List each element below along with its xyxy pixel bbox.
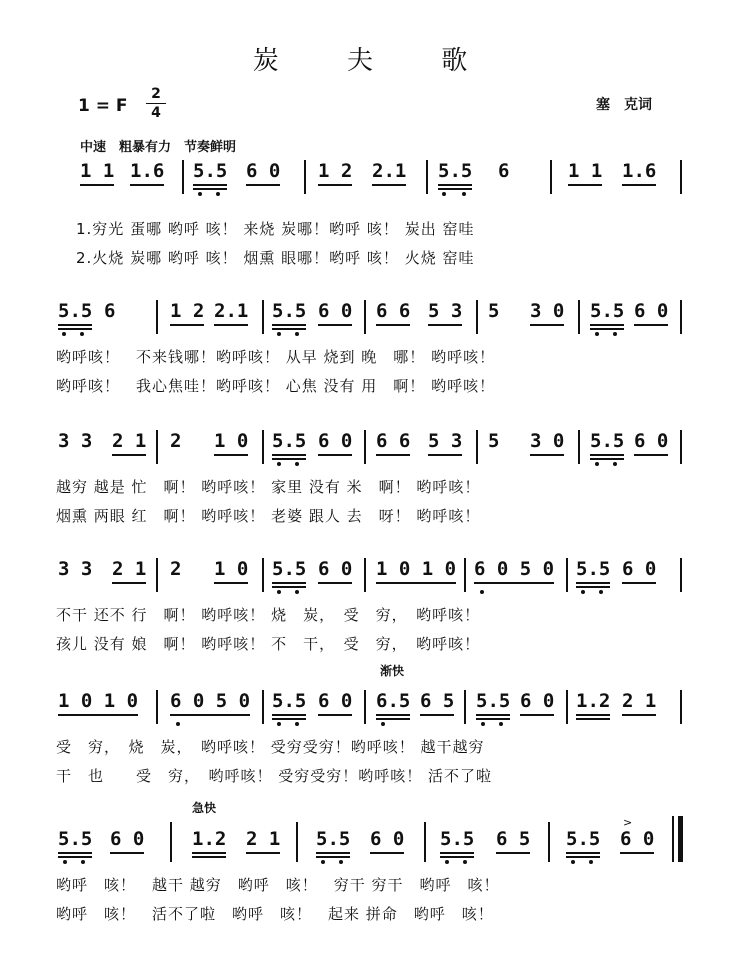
- note-group: 5.5: [476, 690, 510, 712]
- bar-line: [476, 430, 478, 464]
- beam: [420, 714, 454, 716]
- beam: [576, 586, 610, 588]
- beam: [566, 852, 600, 854]
- note-group: 1.6: [622, 160, 656, 182]
- low-octave-dot: [339, 860, 343, 864]
- notation-line: [0, 816, 750, 868]
- bar-line: [566, 558, 568, 592]
- bar-line: [476, 300, 478, 334]
- note-group: 5.5: [590, 300, 624, 322]
- low-octave-dot: [295, 722, 299, 726]
- note-group: 6 6: [376, 430, 410, 452]
- note-group: 5.5: [193, 160, 227, 182]
- note-group: 2.1: [372, 160, 406, 182]
- low-octave-dot: [481, 722, 485, 726]
- bar-line: [170, 822, 172, 862]
- note-group: 5.5: [272, 300, 306, 322]
- bar-line: [262, 430, 264, 464]
- beam: [272, 718, 306, 720]
- lyric-verse-1: 1.穷光 蛋哪 哟呼 咳！ 来烧 炭哪！哟呼 咳！ 炭出 窑哇: [76, 220, 475, 238]
- beam: [193, 188, 227, 190]
- note-group: 2: [170, 558, 182, 580]
- note-group: 6 0: [634, 300, 668, 322]
- bar-line: [364, 558, 366, 592]
- note-group: 1 0: [214, 558, 248, 580]
- lyric-verse-2: 哟呼咳！ 我心焦哇！哟呼咳！ 心焦 没有 用 啊！ 哟呼咳！: [56, 377, 496, 395]
- beam: [520, 714, 554, 716]
- time-signature-bottom: 4: [151, 105, 161, 121]
- note-group: 6 0: [110, 828, 144, 850]
- beam: [568, 184, 602, 186]
- note-group: 2 1: [622, 690, 656, 712]
- bar-line: [548, 822, 550, 862]
- sudden-fast-mark: 急快: [192, 801, 217, 815]
- low-octave-dot: [81, 860, 85, 864]
- lyric-verse-1: 受 穷， 烧 炭， 哟呼咳！ 受穷受穷！哟呼咳！ 越干越穷: [56, 738, 485, 756]
- bar-line: [424, 822, 426, 862]
- note-group: 1 0: [214, 430, 248, 452]
- bar-line: [680, 300, 682, 334]
- bar-line: [680, 430, 682, 464]
- note-group: 1 1: [80, 160, 114, 182]
- note-group: 5: [488, 430, 500, 452]
- note-group: 5: [488, 300, 500, 322]
- low-octave-dot: [581, 590, 585, 594]
- bar-line: [156, 300, 158, 334]
- beam: [246, 852, 280, 854]
- bar-line: [156, 558, 158, 592]
- note-group: 1.6: [130, 160, 164, 182]
- notation-line: [0, 558, 750, 598]
- note-group: 5.5: [566, 828, 600, 850]
- note-group: 1 1: [568, 160, 602, 182]
- low-octave-dot: [480, 590, 484, 594]
- beam: [193, 184, 227, 186]
- beam: [376, 714, 410, 716]
- low-octave-dot: [176, 722, 180, 726]
- note-group: 5.5: [590, 430, 624, 452]
- low-octave-dot: [216, 192, 220, 196]
- note-group: 6 0: [520, 690, 554, 712]
- bar-line: [156, 690, 158, 724]
- bar-line: [296, 822, 298, 862]
- beam: [634, 454, 668, 456]
- note-group: 6 0: [318, 558, 352, 580]
- bar-line: [464, 690, 466, 724]
- beam: [110, 852, 144, 854]
- accent-mark: >: [623, 816, 633, 829]
- beam: [590, 458, 624, 460]
- beam: [440, 856, 474, 858]
- beam: [622, 582, 656, 584]
- note-group: 6 6: [376, 300, 410, 322]
- bar-line: [364, 300, 366, 334]
- lyric-verse-2: 2.火烧 炭哪 哟呼 咳！ 烟熏 眼哪！哟呼 咳！ 火烧 窑哇: [76, 249, 475, 267]
- beam: [272, 714, 306, 716]
- beam: [576, 714, 610, 716]
- final-bar-thick: [678, 816, 683, 862]
- beam: [272, 328, 306, 330]
- lyric-verse-2: 烟熏 两眼 红 啊！ 哟呼咳！ 老婆 跟人 去 呀！ 哟呼咳！: [56, 507, 481, 525]
- note-group: 6 0: [318, 300, 352, 322]
- low-octave-dot: [463, 860, 467, 864]
- low-octave-dot: [599, 590, 603, 594]
- note-group: 5.5: [272, 690, 306, 712]
- beam: [316, 852, 350, 854]
- low-octave-dot: [295, 462, 299, 466]
- beam: [58, 852, 92, 854]
- bar-line: [566, 690, 568, 724]
- beam: [428, 324, 462, 326]
- lyric-verse-1: 越穷 越是 忙 啊！ 哟呼咳！ 家里 没有 米 啊！ 哟呼咳！: [56, 478, 481, 496]
- beam: [214, 324, 248, 326]
- key-signature: 1 = F: [78, 96, 128, 116]
- beam: [112, 454, 146, 456]
- bar-line: [680, 160, 682, 194]
- bar-line: [262, 690, 264, 724]
- beam: [372, 184, 406, 186]
- bar-line: [426, 160, 428, 194]
- beam: [530, 454, 564, 456]
- time-signature-line: [146, 103, 166, 104]
- tempo-marking: 中速 粗暴有力 节奏鲜明: [80, 140, 237, 155]
- beam: [318, 454, 352, 456]
- low-octave-dot: [595, 462, 599, 466]
- note-group: 1 0 1 0: [58, 690, 138, 712]
- note-group: 6: [498, 160, 510, 182]
- beam: [58, 328, 92, 330]
- bar-line: [364, 430, 366, 464]
- note-group: 5.5: [316, 828, 350, 850]
- low-octave-dot: [62, 332, 66, 336]
- note-group: 2 1: [112, 430, 146, 452]
- low-octave-dot: [321, 860, 325, 864]
- note-group: 1.2: [576, 690, 610, 712]
- beam: [440, 852, 474, 854]
- note-group: 5.5: [440, 828, 474, 850]
- note-group: 3 0: [530, 300, 564, 322]
- beam: [620, 852, 654, 854]
- bar-line: [550, 160, 552, 194]
- beam: [272, 586, 306, 588]
- note-group: 1.2: [192, 828, 226, 850]
- beam: [530, 324, 564, 326]
- notation-line: [0, 690, 750, 730]
- beam: [192, 856, 226, 858]
- beam: [112, 582, 146, 584]
- beam: [318, 714, 352, 716]
- note-group: 1 2: [318, 160, 352, 182]
- song-title: 炭 夫 歌: [252, 46, 498, 76]
- note-group: 3 3: [58, 558, 93, 580]
- beam: [246, 184, 280, 186]
- note-group: 5.5: [272, 430, 306, 452]
- note-group: 6 5: [496, 828, 530, 850]
- low-octave-dot: [445, 860, 449, 864]
- bar-line: [364, 690, 366, 724]
- note-group: 6 0: [620, 828, 654, 850]
- bar-line: [262, 300, 264, 334]
- beam: [170, 324, 204, 326]
- bar-line: [262, 558, 264, 592]
- note-group: 1 0 1 0: [376, 558, 456, 580]
- beam: [272, 324, 306, 326]
- note-group: 6 0: [622, 558, 656, 580]
- low-octave-dot: [571, 860, 575, 864]
- time-signature-top: 2: [151, 86, 161, 102]
- beam: [590, 324, 624, 326]
- beam: [428, 454, 462, 456]
- note-group: 2.1: [214, 300, 248, 322]
- beam: [376, 454, 410, 456]
- note-group: 5.5: [272, 558, 306, 580]
- note-group: 6 0: [634, 430, 668, 452]
- low-octave-dot: [613, 462, 617, 466]
- low-octave-dot: [613, 332, 617, 336]
- beam: [476, 718, 510, 720]
- beam: [590, 454, 624, 456]
- note-group: 3 3: [58, 430, 93, 452]
- note-group: 6 0 5 0: [170, 690, 250, 712]
- lyric-verse-2: 哟呼 咳！ 活不了啦 哟呼 咳！ 起来 拼命 哟呼 咳！: [56, 905, 494, 923]
- beam: [566, 856, 600, 858]
- bar-line: [680, 690, 682, 724]
- bar-line: [578, 300, 580, 334]
- time-signature: [146, 86, 166, 121]
- bar-line: [182, 160, 184, 194]
- note-group: 1 2: [170, 300, 204, 322]
- beam: [214, 454, 248, 456]
- bar-line: [680, 558, 682, 592]
- bar-line: [304, 160, 306, 194]
- beam: [474, 582, 554, 584]
- beam: [318, 184, 352, 186]
- note-group: 5.5: [58, 300, 92, 322]
- final-bar-thin: [672, 816, 674, 862]
- beam: [80, 184, 114, 186]
- beam: [590, 328, 624, 330]
- lyricist-credit: 塞 克词: [596, 97, 652, 113]
- beam: [318, 324, 352, 326]
- beam: [496, 852, 530, 854]
- low-octave-dot: [381, 722, 385, 726]
- low-octave-dot: [277, 722, 281, 726]
- notation-line: [0, 160, 750, 200]
- beam: [370, 852, 404, 854]
- beam: [130, 184, 164, 186]
- beam: [634, 324, 668, 326]
- beam: [318, 582, 352, 584]
- beam: [58, 324, 92, 326]
- note-group: 3 0: [530, 430, 564, 452]
- beam: [376, 718, 410, 720]
- note-group: 5.5: [576, 558, 610, 580]
- beam: [58, 856, 92, 858]
- beam: [376, 324, 410, 326]
- beam: [576, 582, 610, 584]
- low-octave-dot: [277, 332, 281, 336]
- low-octave-dot: [295, 590, 299, 594]
- beam: [476, 714, 510, 716]
- beam: [438, 188, 472, 190]
- note-group: 5 3: [428, 300, 462, 322]
- beam: [622, 184, 656, 186]
- beam: [438, 184, 472, 186]
- bar-line: [156, 430, 158, 464]
- beam: [272, 458, 306, 460]
- note-group: 5.5: [438, 160, 472, 182]
- beam: [170, 714, 250, 716]
- beam: [272, 454, 306, 456]
- low-octave-dot: [80, 332, 84, 336]
- beam: [58, 714, 138, 716]
- note-group: 2 1: [246, 828, 280, 850]
- beam: [272, 582, 306, 584]
- note-group: 2: [170, 430, 182, 452]
- low-octave-dot: [295, 332, 299, 336]
- bar-line: [578, 430, 580, 464]
- lyric-verse-2: 干 也 受 穷， 哟呼咳！ 受穷受穷！哟呼咳！ 活不了啦: [56, 767, 493, 785]
- low-octave-dot: [277, 462, 281, 466]
- beam: [622, 714, 656, 716]
- lyric-verse-1: 不干 还不 行 啊！ 哟呼咳！ 烧 炭， 受 穷， 哟呼咳！: [56, 606, 481, 624]
- low-octave-dot: [63, 860, 67, 864]
- note-group: 5 3: [428, 430, 462, 452]
- note-group: 6 5: [420, 690, 454, 712]
- low-octave-dot: [198, 192, 202, 196]
- note-group: 6 0: [318, 430, 352, 452]
- low-octave-dot: [442, 192, 446, 196]
- low-octave-dot: [462, 192, 466, 196]
- beam: [316, 856, 350, 858]
- note-group: 6: [104, 300, 116, 322]
- lyric-verse-2: 孩儿 没有 娘 啊！ 哟呼咳！ 不 干， 受 穷， 哟呼咳！: [56, 635, 481, 653]
- note-group: 6 0: [370, 828, 404, 850]
- notation-line: [0, 430, 750, 470]
- note-group: 2 1: [112, 558, 146, 580]
- beam: [576, 718, 610, 720]
- low-octave-dot: [499, 722, 503, 726]
- bar-line: [464, 558, 466, 592]
- note-group: 6.5: [376, 690, 410, 712]
- beam: [214, 582, 248, 584]
- note-group: 5.5: [58, 828, 92, 850]
- note-group: 6 0: [318, 690, 352, 712]
- low-octave-dot: [589, 860, 593, 864]
- low-octave-dot: [277, 590, 281, 594]
- beam: [376, 582, 456, 584]
- low-octave-dot: [595, 332, 599, 336]
- beam: [192, 852, 226, 854]
- gradual-fast-mark: 渐快: [380, 664, 405, 678]
- note-group: 6 0: [246, 160, 280, 182]
- note-group: 6 0 5 0: [474, 558, 554, 580]
- lyric-verse-1: 哟呼 咳！ 越干 越穷 哟呼 咳！ 穷干 穷干 哟呼 咳！: [56, 876, 500, 894]
- notation-line: [0, 300, 750, 340]
- lyric-verse-1: 哟呼咳！ 不来钱哪！哟呼咳！ 从早 烧到 晚 哪！ 哟呼咳！: [56, 348, 496, 366]
